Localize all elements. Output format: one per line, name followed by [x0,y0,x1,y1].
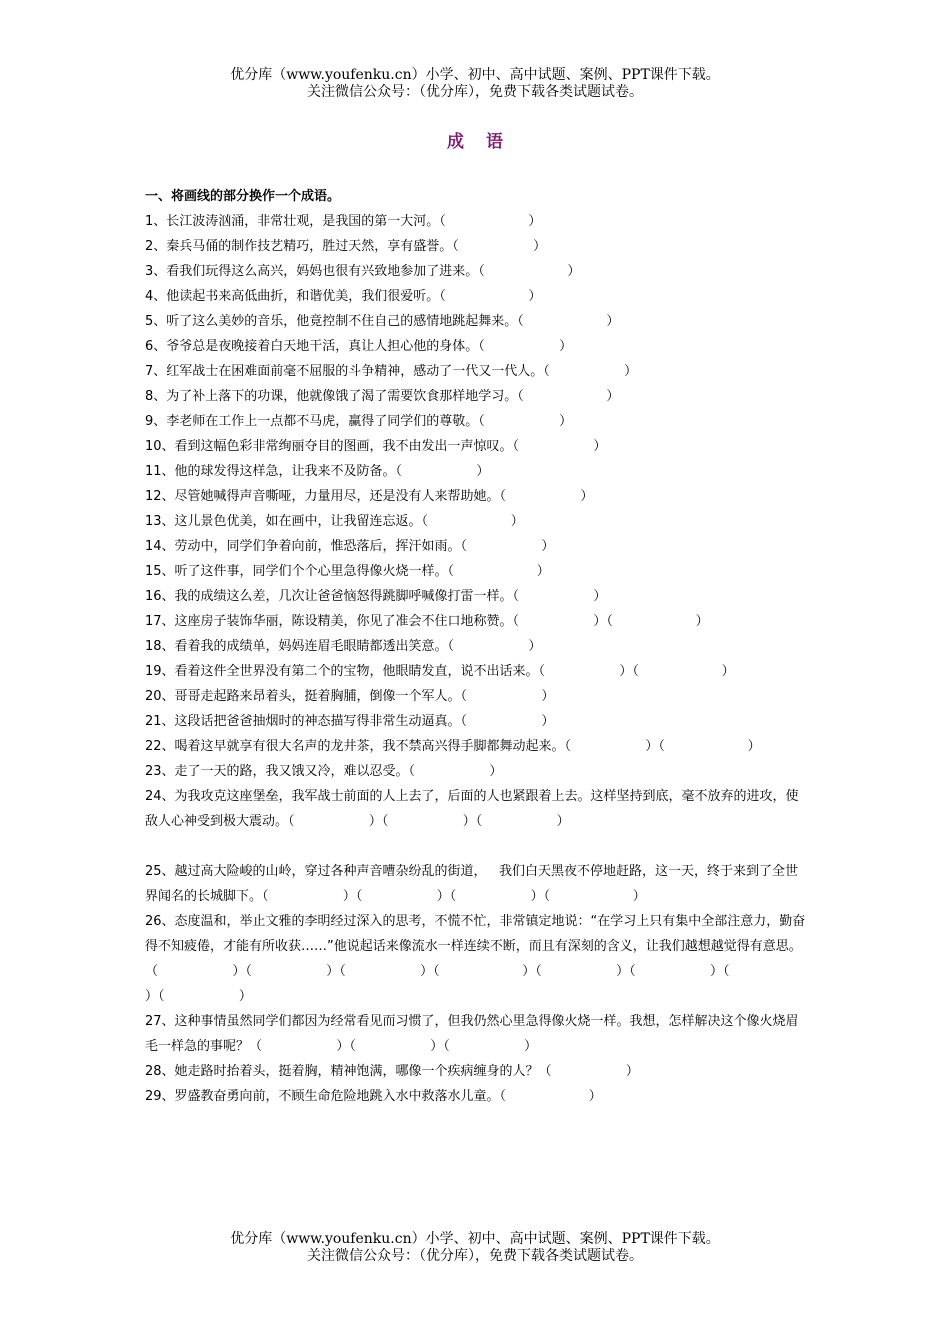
question-item: 15、听了这件事，同学们个个心里急得像火烧一样。（ ） [145,564,550,579]
question-item: 28、她走路时抬着头，挺着胸，精神饱满，哪像一个疾病缠身的人？（ ） [145,1064,639,1079]
question-item: 25、越过高大险峻的山岭，穿过各种声音嘈杂纷乱的街道， 我们白天黑夜不停地赶路，这一天，终于来到了全世界闻名的长城脚下。（ ）（ ）（ ）（ ） [145,864,798,904]
question-item: 27、这种事情虽然同学们都因为经常看见而习惯了，但我仍然心里急得像火烧一样。我想，怎样解决这个像火烧眉毛一样急的事呢？（ ）（ ）（ ） [145,1014,799,1054]
question-item: 1、长江波涛汹涌，非常壮观，是我国的第一大河。（ ） [145,214,542,229]
question-list [145,209,807,1109]
question-item: 4、他读起书来高低曲折，和谐优美，我们很爱听。（ ） [145,289,542,304]
question-item: 14、劳动中，同学们争着向前，惟恐落后，挥汗如雨。（ ） [145,539,555,554]
question-item: 13、这儿景色优美，如在画中，让我留连忘返。（ ） [145,514,524,529]
header-line-2: 关注微信公众号：（优分库），免费下载各类试题试卷。 [307,84,643,100]
question-item: 16、我的成绩这么差，几次让爸爸恼怒得跳脚呼喊像打雷一样。（ ） [145,589,607,604]
question-item: 11、他的球发得这样急，让我来不及防备。（ ） [145,464,490,479]
question-item: 21、这段话把爸爸抽烟时的神态描写得非常生动逼真。（ ） [145,714,555,729]
question-item: 17、这座房子装饰华丽，陈设精美，你见了准会不住口地称赞。（ ）（ ） [145,614,709,629]
question-item: 5、听了这么美妙的音乐，他竟控制不住自己的感情地跳起舞来。（ ） [145,314,620,329]
question-item: 2、秦兵马俑的制作技艺精巧，胜过天然，享有盛誉。（ ） [145,239,547,254]
section-heading: 一、将画线的部分换作一个成语。 [145,189,341,204]
question-item: 22、喝着这早就享有很大名声的龙井茶，我不禁高兴得手脚都舞动起来。（ ）（ ） [145,739,761,754]
question-item: 24、为我攻克这座堡垒，我军战士前面的人上去了，后面的人也紧跟着上去。这样坚持到底，毫不放弃的进攻，使敌人心神受到极大震动。（ ）（ ）（ ） [145,789,799,829]
question-item: 10、看到这幅色彩非常绚丽夺目的图画，我不由发出一声惊叹。（ ） [145,439,607,454]
header-line-1: 优分库（www.youfenku.cn）小学、初中、高中试题、案例、PPT课件下载。 [230,67,720,83]
question-item: 19、看着这件全世界没有第二个的宝物，他眼睛发直，说不出话来。（ ）（ ） [145,664,735,679]
question-item: 3、看我们玩得这么高兴，妈妈也很有兴致地参加了进来。（ ） [145,264,581,279]
question-item: 12、尽管她喊得声音嘶哑，力量用尽，还是没有人来帮助她。（ ） [145,489,594,504]
worksheet-body [145,184,807,1109]
footer-line-2: 关注微信公众号：（优分库），免费下载各类试题试卷。 [307,1248,643,1264]
footer-line-1: 优分库（www.youfenku.cn）小学、初中、高中试题、案例、PPT课件下载。 [230,1231,720,1247]
question-item: 9、李老师在工作上一点都不马虎，赢得了同学们的尊敬。（ ） [145,414,573,429]
spacer [145,834,807,859]
question-item: 8、为了补上落下的功课，他就像饿了渴了需要饮食那样地学习。（ ） [145,389,620,404]
page-title: 成语 [447,132,525,152]
page-footer [0,1231,950,1265]
page-header [0,67,950,101]
question-item: 7、红军战士在困难面前毫不屈服的斗争精神，感动了一代又一代人。（ ） [145,364,638,379]
question-item: 26、态度温和，举止文雅的李明经过深入的思考，不慌不忙，非常镇定地说：“在学习上只有集中全部注意力，勤奋得不知疲倦，才能有所收获……”他说起话来像流水一样连续不断，而且有深刻的含义，让我们越想越觉得有意思。（ ）（ ）（ ）（ ）（ ）（ ）（ ）（ ） [145,914,806,1004]
question-item: 18、看着我的成绩单，妈妈连眉毛眼睛都透出笑意。（ ） [145,639,542,654]
question-item: 29、罗盛教奋勇向前，不顾生命危险地跳入水中救落水儿童。（ ） [145,1089,602,1104]
question-item: 20、哥哥走起路来昂着头，挺着胸脯，倒像一个军人。（ ） [145,689,555,704]
question-item: 23、走了一天的路，我又饿又冷，难以忍受。（ ） [145,764,503,779]
question-item: 6、爷爷总是夜晚接着白天地干活，真让人担心他的身体。（ ） [145,339,573,354]
